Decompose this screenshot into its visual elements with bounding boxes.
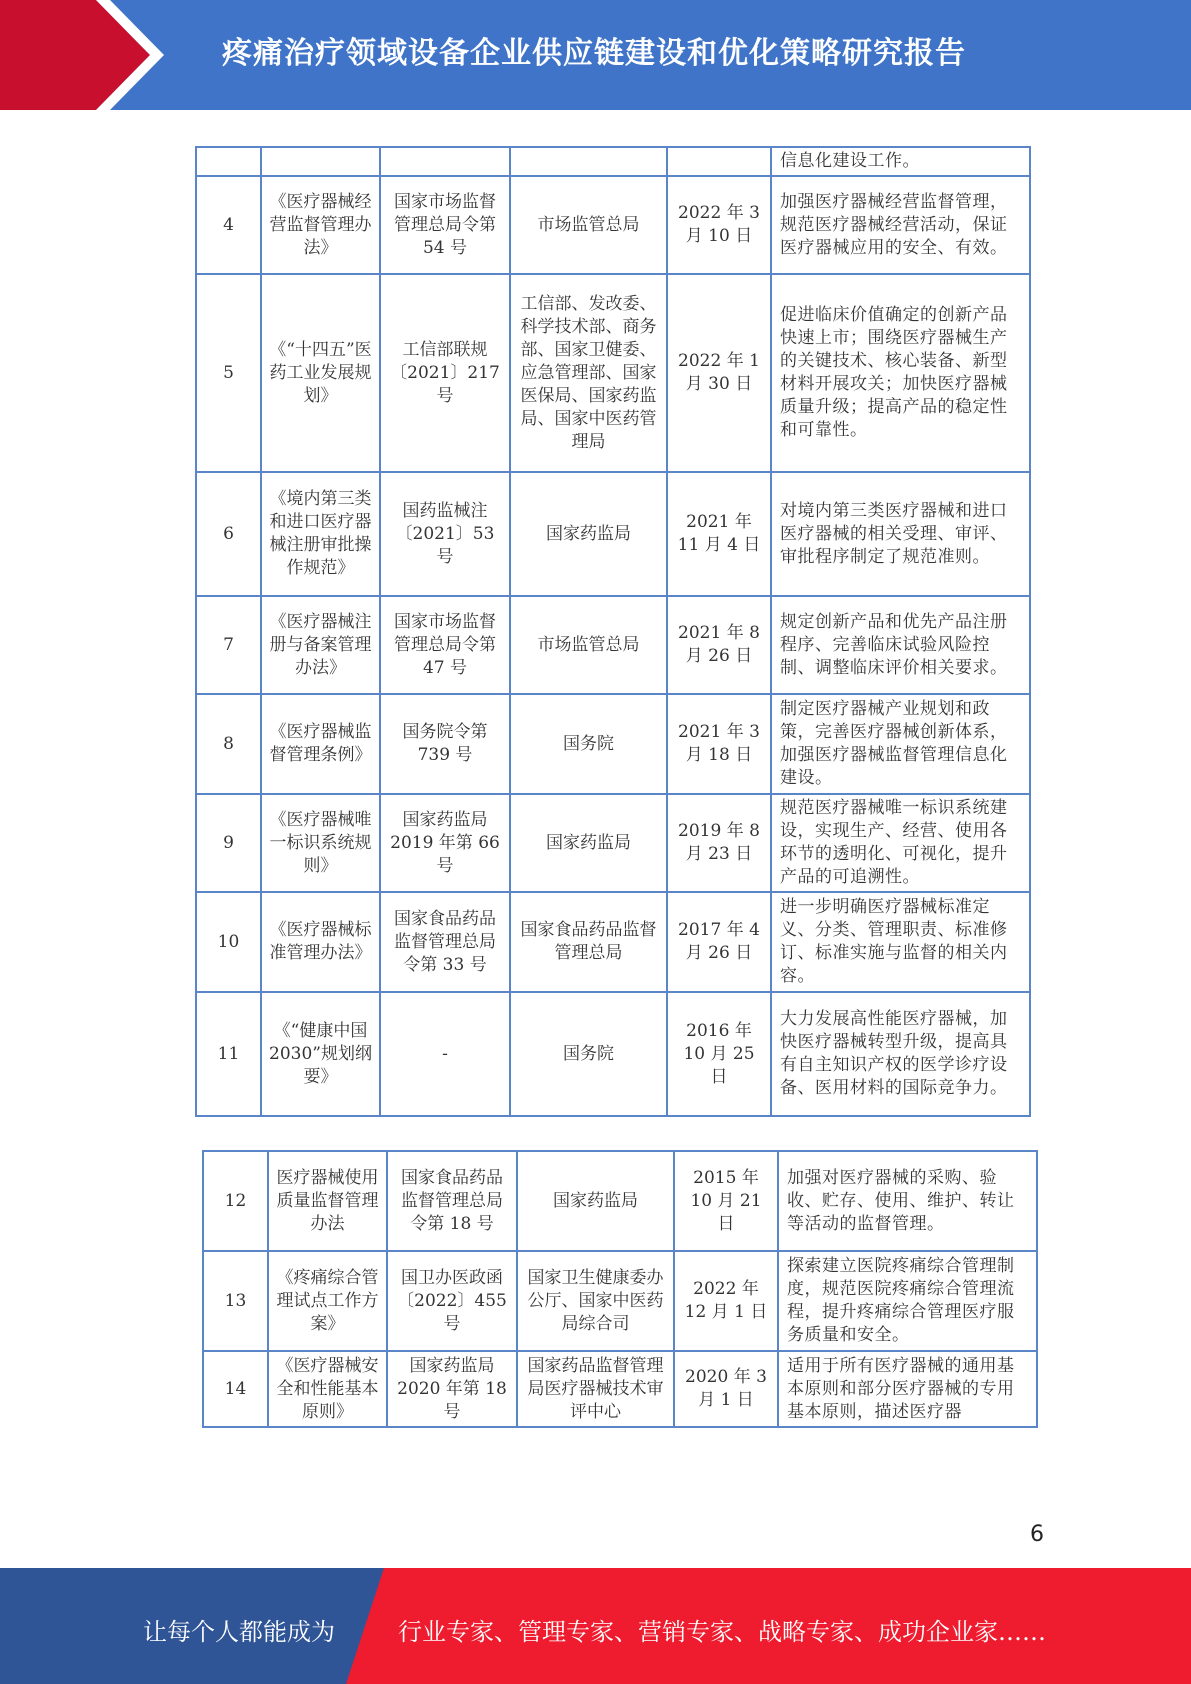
table-row bbox=[196, 472, 1030, 596]
table-row bbox=[203, 1351, 1037, 1427]
table-row bbox=[203, 1151, 1037, 1251]
table-row bbox=[196, 274, 1030, 472]
row-date: 2022 年 12 月 1 日 bbox=[674, 1251, 778, 1351]
row-number: 7 bbox=[196, 596, 261, 694]
table-row-continuation bbox=[196, 147, 1030, 176]
row-date: 2021 年 11 月 4 日 bbox=[667, 472, 771, 596]
row-department: 国务院 bbox=[510, 992, 667, 1116]
row-department: 市场监管总局 bbox=[510, 596, 667, 694]
row-description: 探索建立医院疼痛综合管理制度，规范医院疼痛综合管理流程，提升疼痛综合管理医疗服务质量和安全。 bbox=[778, 1251, 1037, 1351]
row-document-number: 国药监械注〔2021〕53 号 bbox=[380, 472, 510, 596]
row-policy-name: 医疗器械使用质量监督管理办法 bbox=[268, 1151, 387, 1251]
row-policy-name: 《“十四五”医药工业发展规划》 bbox=[261, 274, 380, 472]
row-document-number: 国家市场监督管理总局令第 47 号 bbox=[380, 596, 510, 694]
row-description: 对境内第三类医疗器械和进口医疗器械的相关受理、审评、审批程序制定了规范准则。 bbox=[771, 472, 1030, 596]
row-description: 促进临床价值确定的创新产品快速上市；围绕医疗器械生产的关键技术、核心装备、新型材料开展攻关；加快医疗器械质量升级；提高产品的稳定性和可靠性。 bbox=[771, 274, 1030, 472]
row-department: 国家药监局 bbox=[517, 1151, 674, 1251]
row-department: 国务院 bbox=[510, 694, 667, 794]
row-date: 2017 年 4 月 26 日 bbox=[667, 892, 771, 992]
row-number: 14 bbox=[203, 1351, 268, 1427]
row-department: 国家药监局 bbox=[510, 472, 667, 596]
table-row bbox=[196, 892, 1030, 992]
row-policy-name: 《“健康中国 2030”规划纲要》 bbox=[261, 992, 380, 1116]
row-number: 11 bbox=[196, 992, 261, 1116]
row-description: 规定创新产品和优先产品注册程序、完善临床试验风险控制、调整临床评价相关要求。 bbox=[771, 596, 1030, 694]
row-date: 2019 年 8 月 23 日 bbox=[667, 794, 771, 892]
row-description: 规范医疗器械唯一标识系统建设，实现生产、经营、使用各环节的透明化、可视化，提升产品的可追溯性。 bbox=[771, 794, 1030, 892]
row-date: 2021 年 8 月 26 日 bbox=[667, 596, 771, 694]
row-description: 制定医疗器械产业规划和政策，完善医疗器械创新体系，加强医疗器械监督管理信息化建设。 bbox=[771, 694, 1030, 794]
row-document-number: 国家食品药品监督管理总局令第 33 号 bbox=[380, 892, 510, 992]
row-document-number: 国务院令第 739 号 bbox=[380, 694, 510, 794]
table-row bbox=[196, 596, 1030, 694]
footer-slogan-right: 行业专家、管理专家、营销专家、战略专家、成功企业家…… bbox=[398, 1618, 1046, 1646]
page-number: 6 bbox=[1030, 1522, 1044, 1547]
row-policy-name: 《医疗器械注册与备案管理办法》 bbox=[261, 596, 380, 694]
row-description: 加强对医疗器械的采购、验收、贮存、使用、维护、转让等活动的监督管理。 bbox=[778, 1151, 1037, 1251]
row-document-number: 国卫办医政函〔2022〕455 号 bbox=[387, 1251, 517, 1351]
row-description: 适用于所有医疗器械的通用基本原则和部分医疗器械的专用基本原则，描述医疗器 bbox=[778, 1351, 1037, 1427]
row-document-number: - bbox=[380, 992, 510, 1116]
row-number: 6 bbox=[196, 472, 261, 596]
row-document-number: 国家市场监督管理总局令第 54 号 bbox=[380, 176, 510, 274]
row-department: 国家食品药品监督管理总局 bbox=[510, 892, 667, 992]
row-policy-name: 《医疗器械监督管理条例》 bbox=[261, 694, 380, 794]
policy-table-part-2 bbox=[202, 1150, 1038, 1428]
policy-table-part-1 bbox=[195, 146, 1031, 1117]
row-department: 国家卫生健康委办公厅、国家中医药局综合司 bbox=[517, 1251, 674, 1351]
table-row bbox=[196, 992, 1030, 1116]
row-date: 2020 年 3 月 1 日 bbox=[674, 1351, 778, 1427]
row-date: 2022 年 1 月 30 日 bbox=[667, 274, 771, 472]
row-number: 10 bbox=[196, 892, 261, 992]
row-policy-name: 《疼痛综合管理试点工作方案》 bbox=[268, 1251, 387, 1351]
row-number: 8 bbox=[196, 694, 261, 794]
row-policy-name: 《医疗器械安全和性能基本原则》 bbox=[268, 1351, 387, 1427]
row-description: 信息化建设工作。 bbox=[771, 147, 1030, 176]
row-number: 12 bbox=[203, 1151, 268, 1251]
table-row bbox=[196, 794, 1030, 892]
row-document-number: 工信部联规〔2021〕217 号 bbox=[380, 274, 510, 472]
row-document-number: 国家药监局 2020 年第 18 号 bbox=[387, 1351, 517, 1427]
row-number: 9 bbox=[196, 794, 261, 892]
row-date: 2015 年 10 月 21 日 bbox=[674, 1151, 778, 1251]
footer-slogan-left: 让每个人都能成为 bbox=[143, 1618, 335, 1646]
row-policy-name: 《境内第三类和进口医疗器械注册审批操作规范》 bbox=[261, 472, 380, 596]
report-title: 疼痛治疗领域设备企业供应链建设和优化策略研究报告 bbox=[222, 36, 966, 71]
table-row bbox=[196, 694, 1030, 794]
row-document-number: 国家食品药品监督管理总局令第 18 号 bbox=[387, 1151, 517, 1251]
row-department: 国家药监局 bbox=[510, 794, 667, 892]
row-date: 2016 年 10 月 25 日 bbox=[667, 992, 771, 1116]
row-number: 13 bbox=[203, 1251, 268, 1351]
row-description: 大力发展高性能医疗器械，加快医疗器械转型升级，提高具有自主知识产权的医学诊疗设备、医用材料的国际竞争力。 bbox=[771, 992, 1030, 1116]
row-policy-name: 《医疗器械唯一标识系统规则》 bbox=[261, 794, 380, 892]
row-department: 工信部、发改委、科学技术部、商务部、国家卫健委、应急管理部、国家医保局、国家药监局、国家中医药管理局 bbox=[510, 274, 667, 472]
page-header bbox=[0, 0, 1191, 110]
row-number: 5 bbox=[196, 274, 261, 472]
row-department: 市场监管总局 bbox=[510, 176, 667, 274]
row-description: 加强医疗器械经营监督管理，规范医疗器械经营活动，保证医疗器械应用的安全、有效。 bbox=[771, 176, 1030, 274]
row-department: 国家药品监督管理局医疗器械技术审评中心 bbox=[517, 1351, 674, 1427]
row-date: 2022 年 3 月 10 日 bbox=[667, 176, 771, 274]
row-policy-name: 《医疗器械标准管理办法》 bbox=[261, 892, 380, 992]
row-number: 4 bbox=[196, 176, 261, 274]
row-policy-name: 《医疗器械经营监督管理办法》 bbox=[261, 176, 380, 274]
table-row bbox=[196, 176, 1030, 274]
page-footer bbox=[0, 1568, 1191, 1684]
row-document-number: 国家药监局 2019 年第 66 号 bbox=[380, 794, 510, 892]
table-row bbox=[203, 1251, 1037, 1351]
row-description: 进一步明确医疗器械标准定义、分类、管理职责、标准修订、标准实施与监督的相关内容。 bbox=[771, 892, 1030, 992]
row-date: 2021 年 3 月 18 日 bbox=[667, 694, 771, 794]
